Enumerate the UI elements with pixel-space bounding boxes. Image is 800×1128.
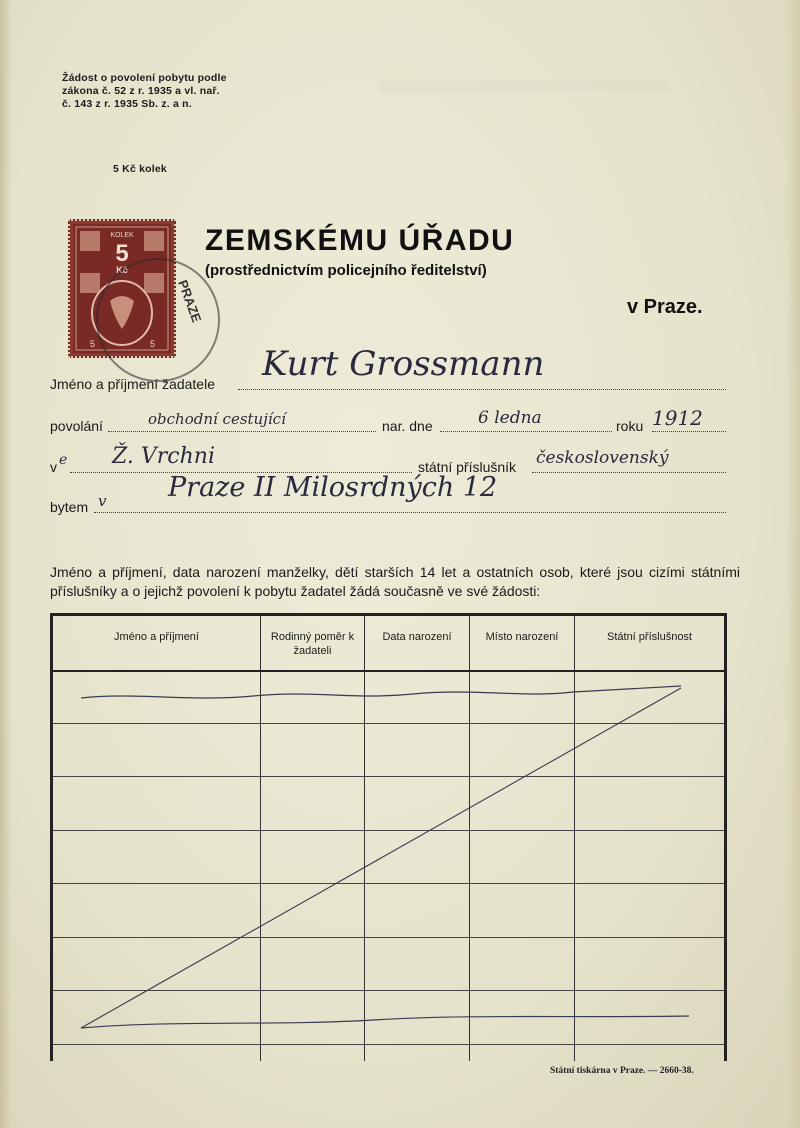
citizenship-value: československý <box>536 448 669 468</box>
birthplace-prefix: v <box>50 459 57 475</box>
citizenship-line <box>532 472 726 473</box>
birth-date-value: 6 ledna <box>478 408 542 428</box>
applicant-name-label: Jméno a příjmení žadatele <box>50 376 215 392</box>
request-line-1: Žádost o povolení pobytu podle <box>62 72 227 84</box>
residence-value: Praze II Milosrdných 12 <box>168 472 498 503</box>
residence-prefix-value: v <box>98 492 107 510</box>
addressee-city: v Praze. <box>627 296 703 318</box>
birthplace-prefix-value: e <box>59 452 68 468</box>
col-header-relation: Rodinný poměr k žadateli <box>270 631 355 657</box>
paper-edge-left <box>0 0 12 1128</box>
year-line <box>652 431 726 432</box>
addressee-subtitle: (prostřednictvím policejního ředitelství) <box>205 262 487 279</box>
year-label: roku <box>616 418 644 434</box>
birth-date-label: nar. dne <box>382 418 433 434</box>
reverse-show-through: ▒▒▒▒▒▒▒▒▒▒▒▒▒▒▒▒▒▒▒▒▒▒▒▒▒▒▒▒▒▒▒▒▒▒▒▒▒ <box>380 80 669 92</box>
applicant-name-line <box>238 389 726 390</box>
residence-label: bytem <box>50 499 89 515</box>
residence-line <box>94 512 726 513</box>
occupation-label: povolání <box>50 418 103 434</box>
addressee-title: ZEMSKÉMU ÚŘADU <box>205 224 515 257</box>
request-line-2: zákona č. 52 z r. 1935 a vl. nař. <box>62 85 220 97</box>
occupation-line <box>108 431 376 432</box>
col-header-name: Jméno a příjmení <box>114 631 199 643</box>
birth-date-line <box>440 431 612 432</box>
postmark-text-graphic <box>168 262 208 342</box>
citizenship-label: státní příslušník <box>418 459 517 475</box>
svg-text:5: 5 <box>150 339 156 349</box>
printer-imprint: Státní tiskárna v Praze. — 2660-38. <box>550 1066 694 1076</box>
col-header-birthplace: Místo narození <box>485 631 559 643</box>
stamp-currency: Kč <box>116 265 128 275</box>
family-members-table <box>50 613 727 1061</box>
postmark-text: PRAZE <box>175 277 205 325</box>
request-line-3: č. 143 z r. 1935 Sb. z. a n. <box>62 98 192 110</box>
col-header-birth-date: Data narození <box>382 631 452 643</box>
stamp-top-text: KOLEK <box>110 232 134 239</box>
year-value: 1912 <box>652 406 703 430</box>
paper-edge-right <box>786 0 800 1128</box>
occupation-value: obchodní cestující <box>148 410 286 428</box>
cancellation-strokes <box>53 616 724 1061</box>
col-header-citizenship: Státní příslušnost <box>607 631 692 643</box>
request-reference <box>62 72 227 111</box>
applicant-name-value: Kurt Grossmann <box>262 344 545 384</box>
birthplace-value: Ž. Vrchni <box>112 444 215 469</box>
svg-text:5: 5 <box>90 339 96 349</box>
fee-note: 5 Kč kolek <box>113 163 167 175</box>
family-members-instructions: Jméno a příjmení, data narození manželky, dětí starších 14 let a ostatních osob, které jsou cizími státními příslušníky a o jejichž povolení k pobytu žadatel žádá současně ve své žádosti: <box>50 564 740 599</box>
stamp-value: 5 <box>115 240 129 267</box>
